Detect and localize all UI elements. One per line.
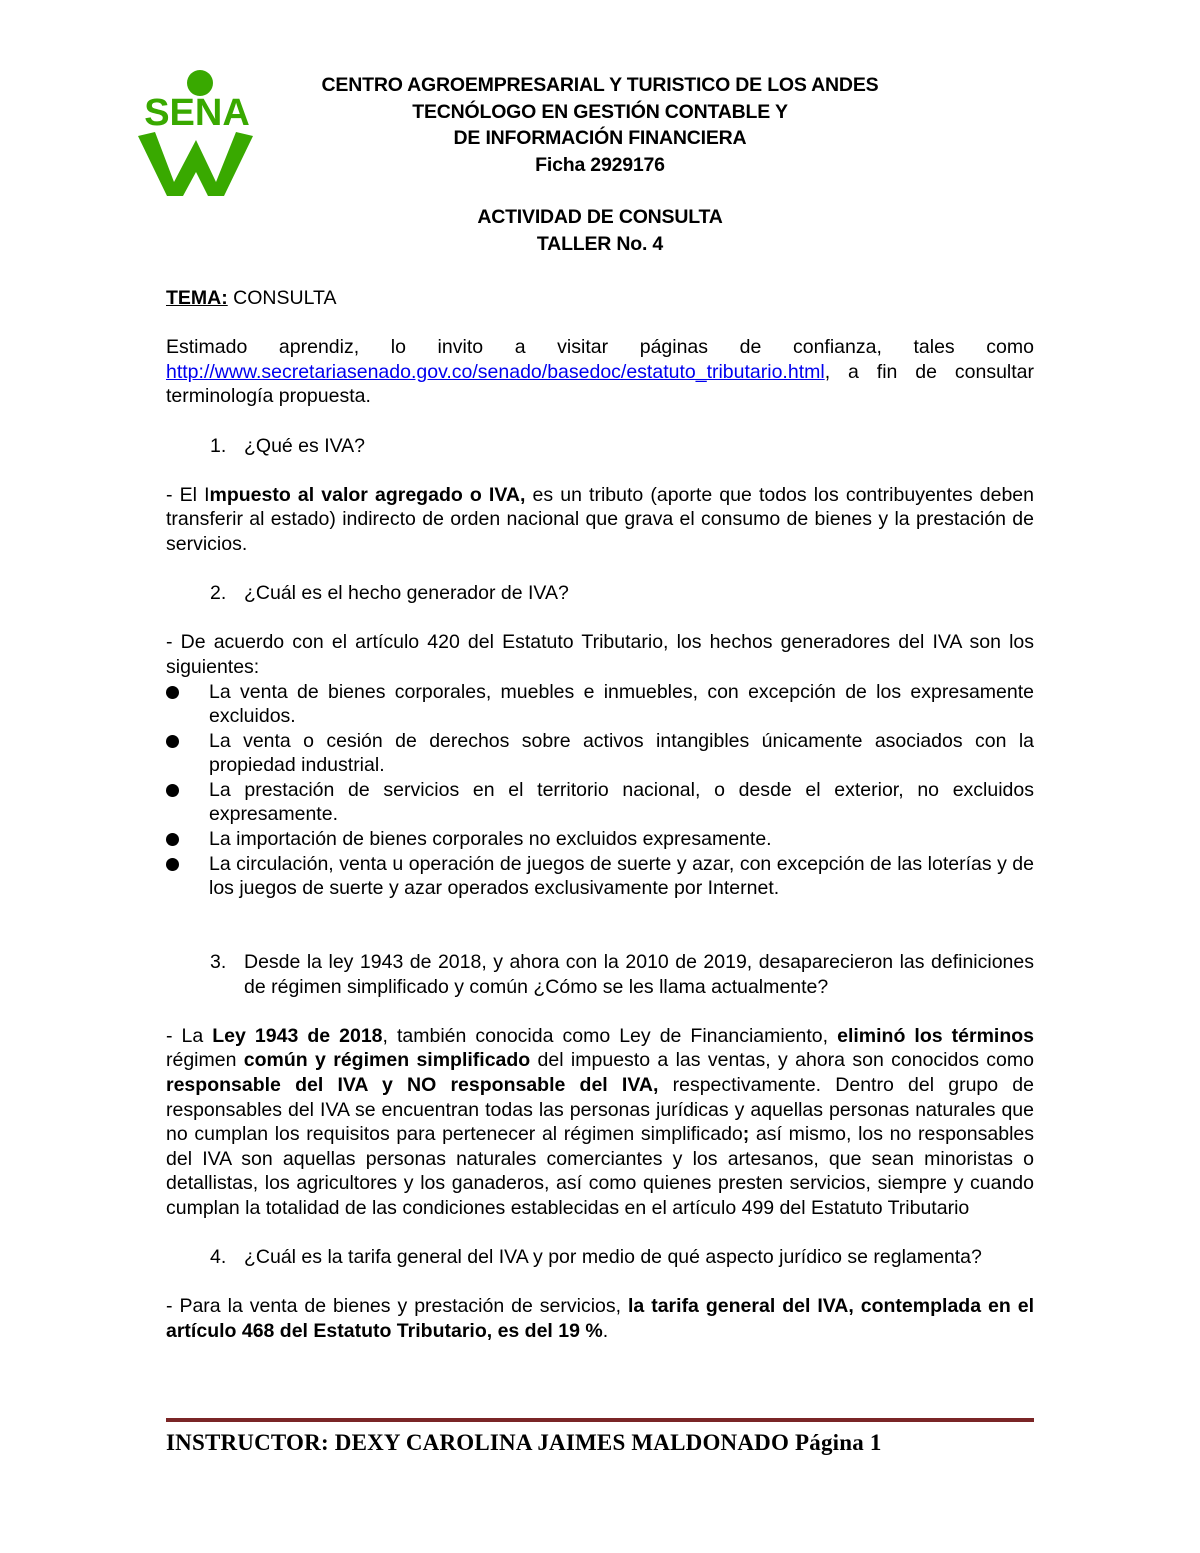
document-body [166, 286, 1034, 1344]
answer-text: - Para la venta de bienes y prestación de servicios, [166, 1295, 628, 1318]
estatuto-link[interactable]: http://www.secretariasenado.gov.co/senado/basedoc/estatuto_tributario.html [166, 360, 825, 383]
question-1 [166, 434, 1034, 459]
logo-text: SENA [144, 92, 250, 134]
intro-text-end: , a fin de consultar terminología propuesta. [166, 360, 1034, 408]
bullet-text: La prestación de servicios en el territorio nacional, o desde el exterior, no excluidos expresamente. [209, 778, 1034, 826]
bullet-icon [166, 778, 209, 827]
question-text: Desde la ley 1943 de 2018, y ahora con la 2010 de 2019, desaparecieron las definiciones de régimen simplificado y común ¿Cómo se les llama actualmente? [244, 951, 1034, 998]
question-number: 4. [210, 1246, 227, 1269]
answer-bold: común y régimen simplificado [243, 1049, 531, 1072]
tema-label: TEMA: [166, 287, 228, 309]
intro-text: Estimado aprendiz, lo invito a visitar páginas de confianza, tales como [166, 336, 1034, 359]
header-program-line1: TECNÓLOGO EN GESTIÓN CONTABLE Y [412, 100, 788, 123]
header-ficha: Ficha 2929176 [535, 153, 665, 176]
bullet-text: La circulación, venta u operación de juegos de suerte y azar, con excepción de las loterías y de los juegos de suerte y azar operados exclusivamente por Internet. [209, 852, 1034, 900]
question-number: 1. [210, 434, 227, 457]
bullet-icon [166, 852, 209, 901]
question-4 [166, 1245, 1034, 1270]
answer-4 [166, 1294, 1034, 1343]
bullet-text: La venta o cesión de derechos sobre activos intangibles únicamente asociados con la propiedad industrial. [209, 729, 1034, 777]
header-activity: ACTIVIDAD DE CONSULTA [477, 206, 723, 228]
list-item [166, 729, 1034, 778]
question-text: ¿Cuál es la tarifa general del IVA y por medio de qué aspecto jurídico se reglamenta? [244, 1246, 982, 1269]
list-item [166, 778, 1034, 827]
answer-3 [166, 1024, 1034, 1221]
tema-value: CONSULTA [227, 287, 337, 309]
footer-instructor: INSTRUCTOR: DEXY CAROLINA JAIMES MALDONADO Página 1 [166, 1430, 882, 1455]
document-header [166, 72, 1034, 257]
question-number: 2. [210, 582, 227, 605]
answer-text: . [602, 1319, 609, 1342]
answer-1 [166, 483, 1034, 557]
answer-bold: la tarifa general del IVA, contemplada en el artículo 468 del Estatuto Tributario, es del 19 % [166, 1295, 1034, 1342]
question-text: ¿Qué es IVA? [244, 434, 366, 457]
list-item [166, 852, 1034, 901]
header-institution: CENTRO AGROEMPRESARIAL Y TURISTICO DE LOS ANDES [321, 74, 879, 96]
answer-bold: ; [742, 1123, 750, 1146]
answer-2: - De acuerdo con el artículo 420 del Estatuto Tributario, los hechos generadores del IVA son los siguientes: [166, 631, 1034, 678]
bullet-icon [166, 827, 209, 852]
bullet-icon [166, 680, 209, 729]
answer-bold: eliminó los términos [837, 1024, 1034, 1047]
answer-text: , también conocida como Ley de Financiamiento, [382, 1024, 838, 1047]
answer-text: así mismo, los no responsables del IVA son aquellas personas naturales comerciantes y los artesanos, que sean minoristas o detallistas, los agricultores y los ganaderos, así como quienes presten servicios, siempre y cuando cumplan la totalidad de las condiciones establecidas en el artículo 499 del Estatuto Tributario [166, 1123, 1034, 1219]
tema-line [166, 286, 1034, 311]
answer-text: respectivamente. Dentro del grupo de responsables del IVA se encuentran todas las personas jurídicas y aquellas personas naturales que no cumplan los requisitos para pertenecer al régimen simplificado [166, 1074, 1034, 1146]
bullet-text: La importación de bienes corporales no excluidos expresamente. [209, 828, 772, 851]
question-3 [166, 950, 1034, 999]
list-item [166, 680, 1034, 729]
answer-text: - La [166, 1024, 213, 1047]
footer-rule [166, 1418, 1034, 1422]
answer-bold: mpuesto al valor agregado o IVA, [209, 483, 526, 506]
answer-bold: Ley 1943 de 2018 [212, 1024, 383, 1047]
question-2 [166, 581, 1034, 606]
question-number: 3. [210, 951, 227, 974]
bullet-icon [166, 729, 209, 778]
answer-bold: responsable del IVA y NO responsable del IVA, [166, 1074, 659, 1096]
header-taller: TALLER No. 4 [536, 232, 664, 255]
answer-text: régimen [166, 1049, 244, 1072]
question-text: ¿Cuál es el hecho generador de IVA? [244, 582, 569, 605]
bullet-text: La venta de bienes corporales, muebles e inmuebles, con excepción de los expresamente excluidos. [209, 680, 1034, 728]
header-program-line2: DE INFORMACIÓN FINANCIERA [453, 127, 747, 149]
answer-text: - El I [166, 483, 210, 506]
intro-paragraph [166, 335, 1034, 409]
answer-text: del impuesto a las ventas, y ahora son conocidos como [530, 1049, 1034, 1072]
list-item [166, 827, 1034, 852]
answer-text: es un tributo (aporte que todos los contribuyentes deben transferir al estado) indirecto de orden nacional que grava el consumo de bienes y la prestación de servicios. [166, 483, 1034, 555]
